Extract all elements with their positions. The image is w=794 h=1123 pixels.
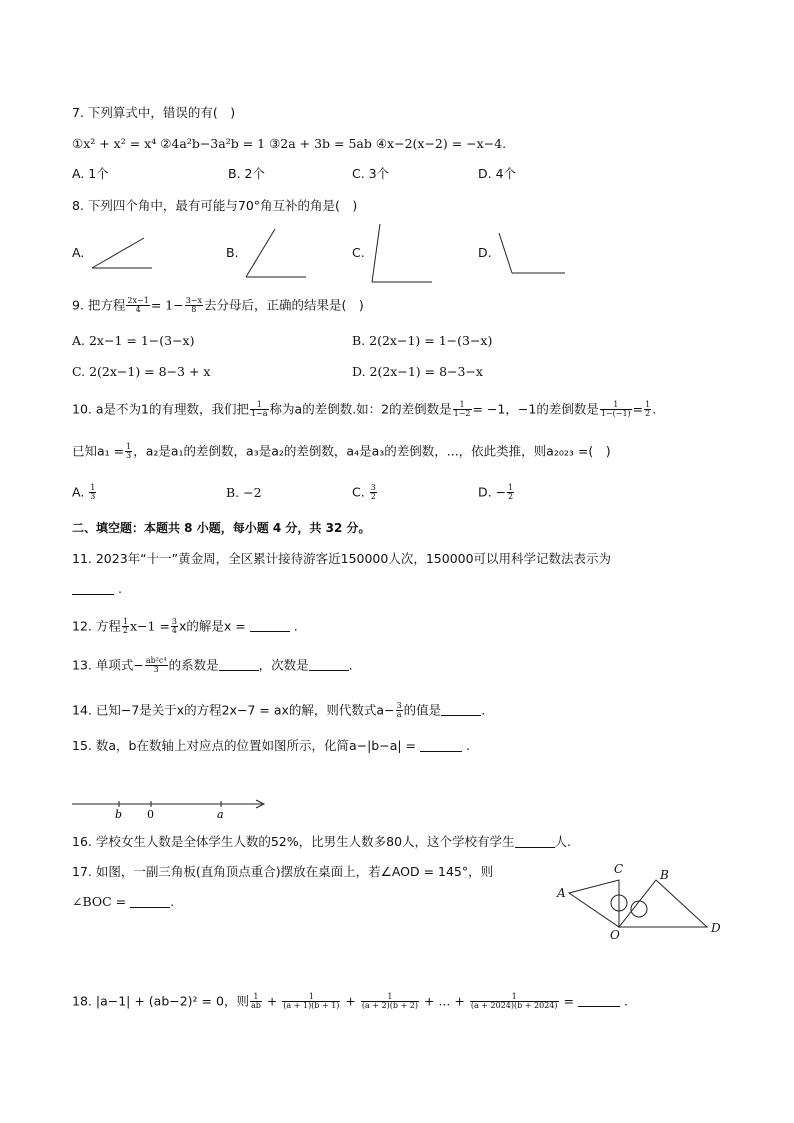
q7-option-d: D. 4个 — [478, 166, 517, 181]
q10-line1: 10. a是不为1的有理数，我们把 $\frac{1}{1-a}$ 称为a的差倒数.如：2的差倒数是 $\frac{1}{1-2}$ = −1，−1的差倒数是 $\frac{1}{1-(-1)}$ = $\frac{1}{2}$ . — [72, 400, 657, 419]
q9-option-c: C. 2(2x−1) = 8−3 + x — [72, 364, 211, 379]
q10-frac-neg: $\frac{1}{1-(-1)}$ — [600, 400, 631, 419]
q10-frac-half: $\frac{1}{2}$ — [645, 400, 651, 419]
triangle-aoc — [569, 880, 619, 927]
right-angle-mark-2 — [631, 901, 647, 917]
label-D: D — [711, 921, 721, 935]
q10-option-b: B. −2 — [226, 485, 262, 500]
q16-answer-blank[interactable] — [515, 837, 555, 848]
q8-option-d: D. — [478, 245, 492, 260]
angle-b-ray2 — [246, 229, 275, 277]
q10-option-d: D. − $\frac{1}{2}$ — [478, 483, 514, 502]
q10-line2: 已知a₁ = $\frac{1}{3}$ ，a₂是a₁的差倒数，a₃是a₂的差倒数，a₄是a₃的差倒数，...，依此类推，则a₂₀₂₃ =( ) — [72, 442, 611, 461]
q17-line1: 17. 如图，一副三角板(直角顶点重合)摆放在桌面上，若∠AOD = 145°，则 — [72, 864, 494, 879]
q7-option-c: C. 3个 — [352, 166, 390, 181]
q9-frac-1: $\frac{2x-1}{4}$ — [127, 296, 149, 315]
label-O: O — [610, 928, 620, 942]
q12-answer-blank[interactable] — [250, 621, 290, 632]
q11-answer-blank[interactable] — [72, 584, 114, 595]
q10-frac-a1: $\frac{1}{3}$ — [126, 442, 132, 461]
q13: 13. 单项式− $\frac{\text{ab²c⁴}}{3}$ 的系数是 ，次数是 . — [72, 656, 353, 675]
label-C: C — [614, 862, 624, 876]
triangle-bod — [619, 880, 707, 927]
q8-stem: 8. 下列四个角中，最有可能与70°角互补的角是( ) — [72, 198, 358, 213]
section-heading: 二、填空题：本题共 8 小题，每小题 4 分，共 32 分。 — [72, 521, 371, 535]
q15-answer-blank[interactable] — [420, 741, 462, 752]
q9-option-d: D. 2(2x−1) = 8−3−x — [352, 364, 483, 379]
q9-option-a: A. 2x−1 = 1−(3−x) — [72, 333, 195, 348]
q11-line1: 11. 2023年“十一”黄金周，全区累计接待游客近150000人次，150000可以用科学记数法表示为 — [72, 551, 612, 566]
q18-answer-blank[interactable] — [578, 996, 620, 1007]
q13-coefficient-blank[interactable] — [219, 660, 259, 671]
q10-option-c: C. $\frac{3}{2}$ — [352, 483, 376, 502]
q10-option-a: A. $\frac{1}{3}$ — [72, 483, 96, 502]
q9-frac-2: $\frac{3-x}{8}$ — [185, 296, 202, 315]
q9-stem: 9. 把方程 $\frac{2x-1}{4}$ = 1− $\frac{3-x}{8}$ 去分母后，正确的结果是( ) — [72, 296, 364, 315]
q7-option-a: A. 1个 — [72, 166, 109, 181]
q15: 15. 数a，b在数轴上对应点的位置如图所示，化简a−|b−a| = . — [72, 738, 470, 753]
q8-option-a: A. — [72, 245, 85, 260]
q8-option-c: C. — [352, 245, 365, 260]
q16: 16. 学校女生人数是全体学生人数的52%，比男生人数多80人，这个学校有学生 人. — [72, 834, 572, 849]
label-b: b — [115, 808, 123, 821]
q13-degree-blank[interactable] — [309, 660, 349, 671]
q7-option-b: B. 2个 — [228, 166, 265, 181]
q17-answer-blank[interactable] — [130, 897, 170, 908]
angle-a-ray2 — [92, 238, 144, 268]
q7-items: ①x² + x² = x⁴ ②4a²b−3a²b = 1 ③2a + 3b = 5ab ④x−2(x−2) = −x−4. — [72, 136, 507, 151]
label-0: 0 — [147, 808, 154, 821]
q14: 14. 已知−7是关于x的方程2x−7 = ax的解，则代数式a− $\frac{3}{a}$ 的值是 . — [72, 701, 486, 720]
q8-option-b: B. — [226, 245, 239, 260]
number-line-arrow — [256, 800, 264, 808]
label-a: a — [217, 808, 224, 821]
q14-answer-blank[interactable] — [441, 705, 481, 716]
right-angle-mark-1 — [611, 895, 627, 911]
q12: 12. 方程 $\frac{1}{2}$ x−1 = $\frac{3}{4}$ x的解是x = . — [72, 617, 298, 636]
q11-line2: . — [72, 583, 122, 596]
angle-c-ray2 — [372, 224, 380, 282]
q17-line2: ∠BOC = . — [72, 894, 175, 909]
q10-frac-two: $\frac{1}{1-2}$ — [453, 400, 471, 419]
q9-option-b: B. 2(2x−1) = 1−(3−x) — [352, 333, 493, 348]
q7-stem: 7. 下列算式中，错误的有( ) — [72, 105, 236, 120]
angle-d-ray2 — [499, 233, 512, 273]
q10-frac-def: $\frac{1}{1-a}$ — [250, 400, 268, 419]
label-A: A — [557, 886, 566, 900]
label-B: B — [660, 868, 669, 882]
q18: 18. |a−1| + (ab−2)² = 0，则 $\frac{1}{ab}$ + $\frac{1}{(a + 1)(b + 1)}$ + $\frac{1}{(a + 2)(b + 2)}$ + ... + $\frac{1}{(a + 2024)(b + 2024)}$ = . — [72, 992, 628, 1011]
